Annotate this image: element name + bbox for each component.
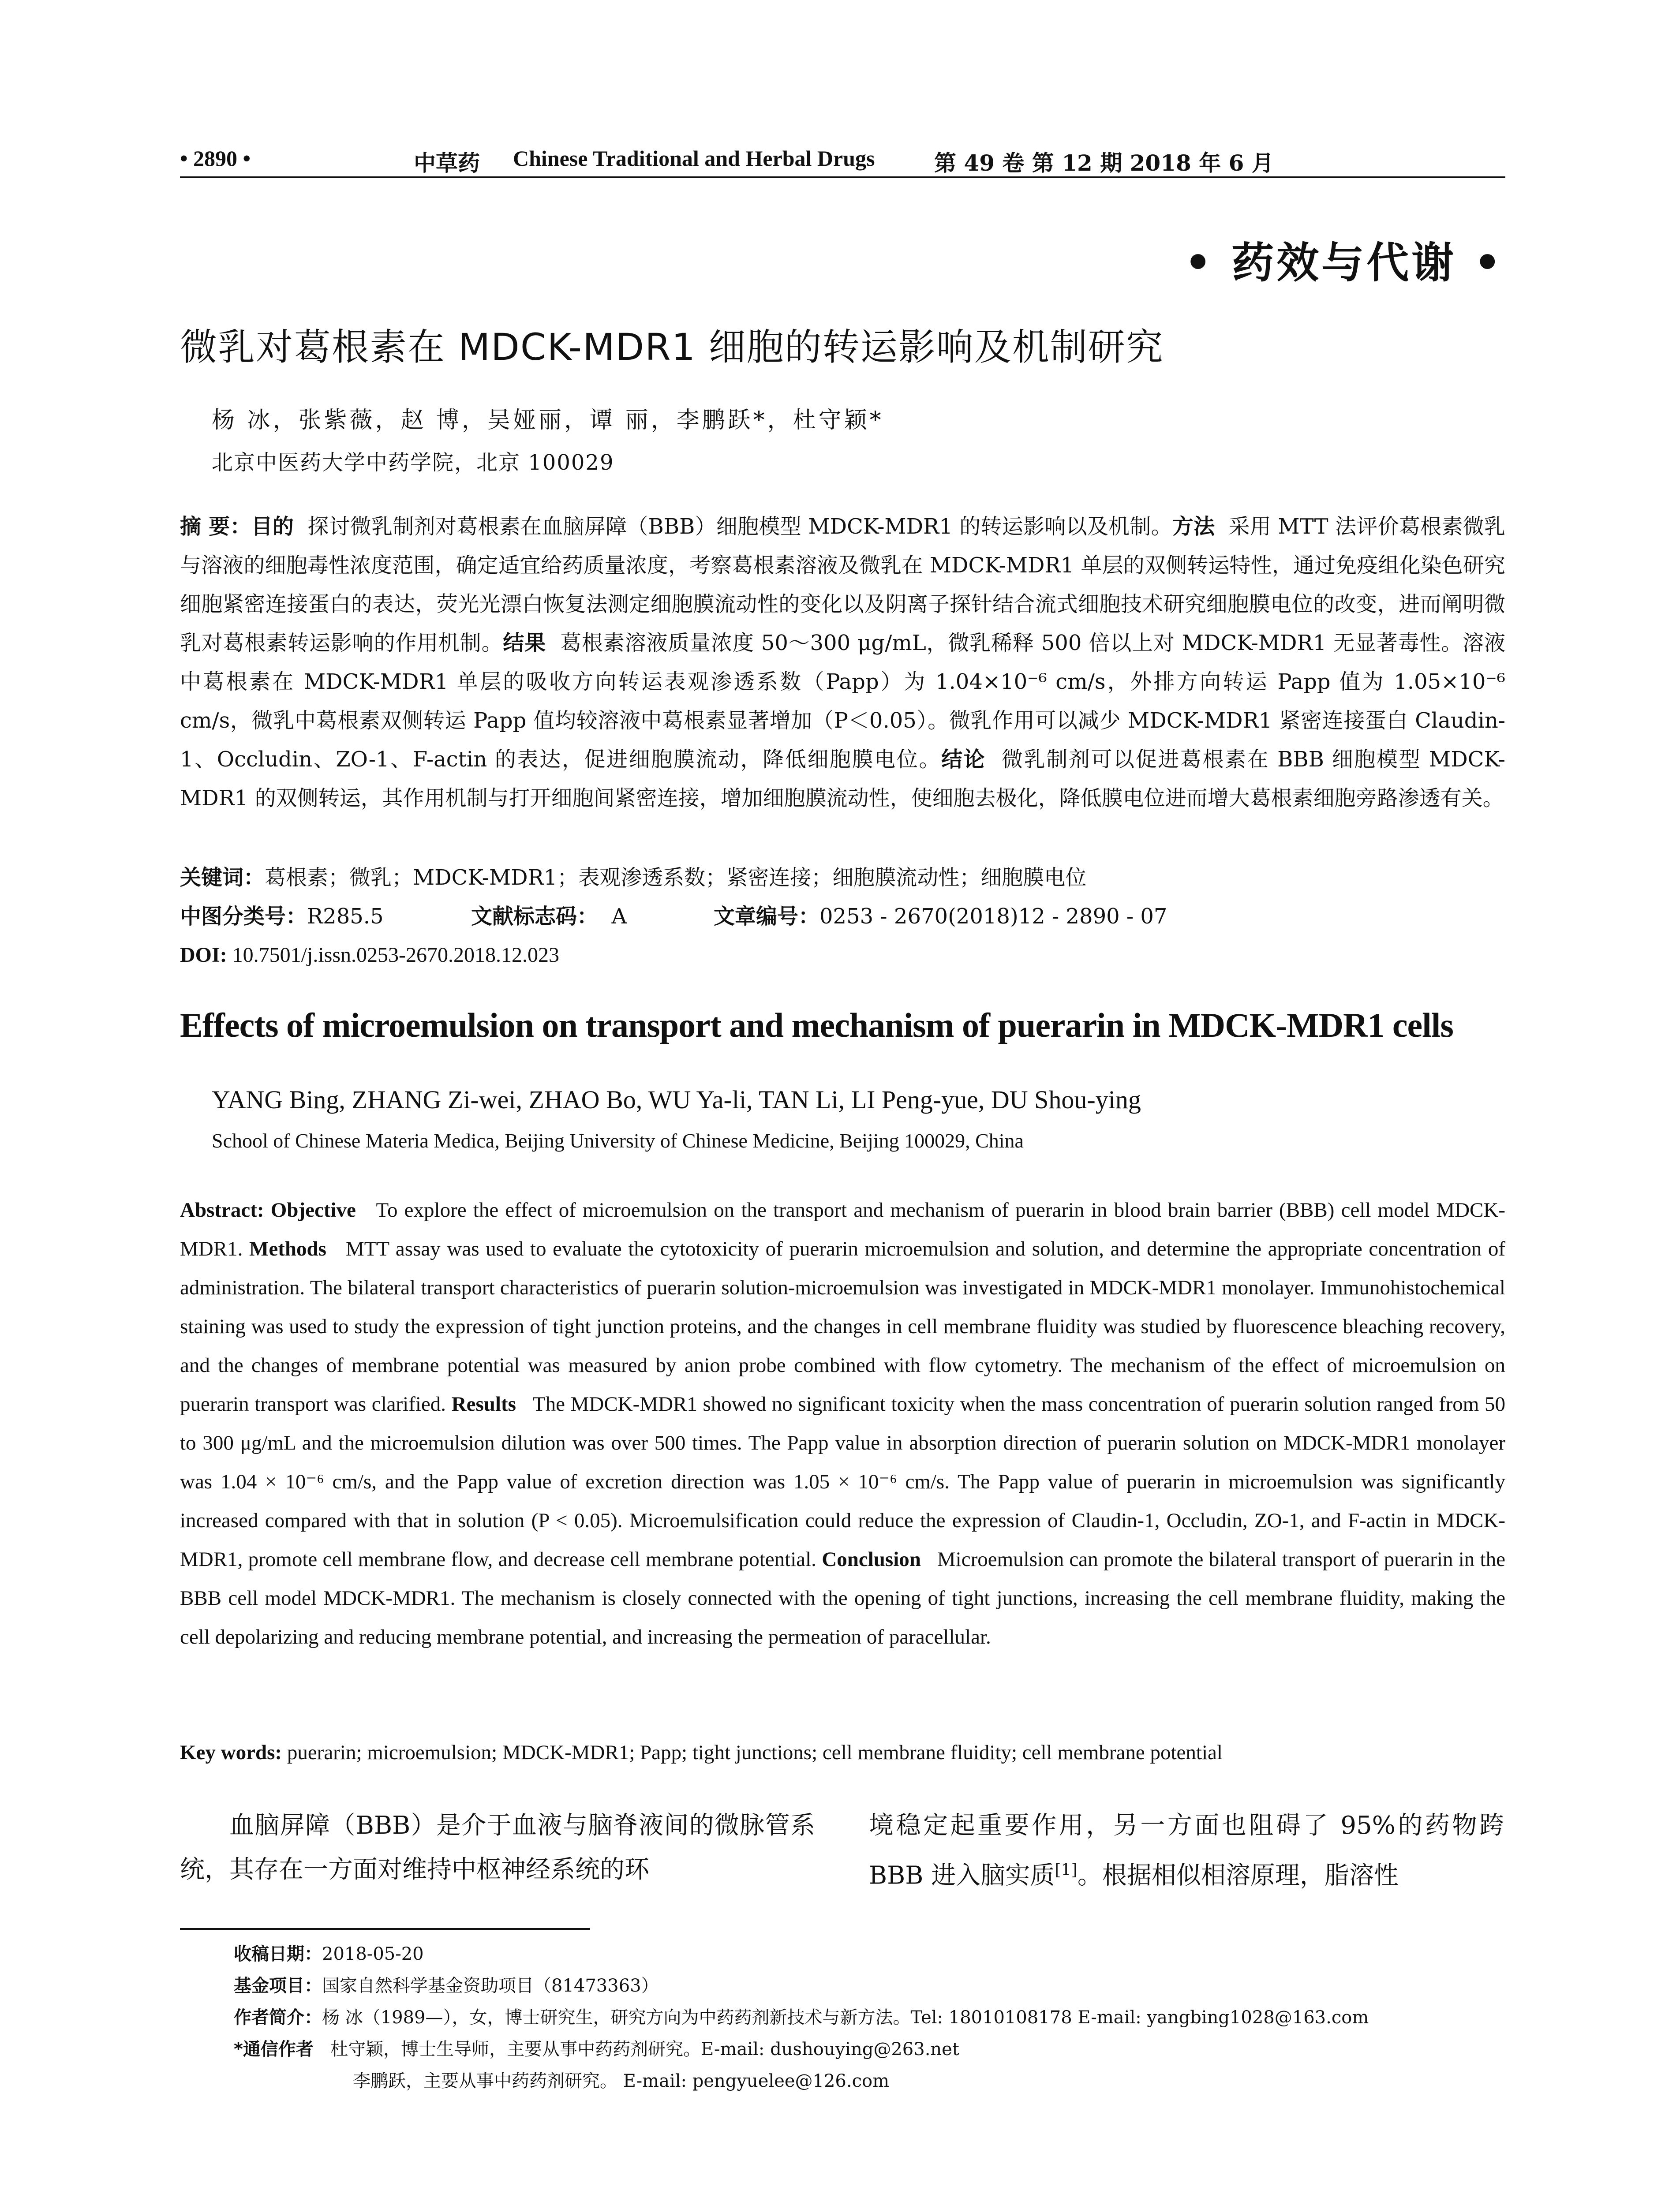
en-results-label: Results — [451, 1393, 516, 1416]
english-affiliation: School of Chinese Materia Medica, Beijing University of Chinese Medicine, Beijing 100029, China — [212, 1129, 1024, 1152]
body-text-right-cont: 。根据相似相溶原理，脂溶性 — [1077, 1861, 1399, 1890]
results-label: 结果 — [503, 631, 546, 655]
abstract-label: 摘 要： — [180, 514, 251, 539]
journal-name-en: Chinese Traditional and Herbal Drugs — [513, 146, 875, 171]
chinese-keywords — [180, 858, 1505, 897]
en-conclusion-text: Microemulsion can promote the bilateral transport of puerarin in the BBB cell model MDCK-MDR1. The mechanism is closely connected with the opening of tight junctions, increasing the cell membrane fluidity, making the cell depolarizing and reducing membrane potential, and increasing the permeation of paracellular. — [180, 1548, 1506, 1648]
chinese-authors: 杨 冰，张紫薇，赵 博，吴娅丽，谭 丽，李鹏跃*，杜守颖* — [212, 407, 884, 434]
objective-label: 目的 — [251, 514, 294, 539]
classification-line — [180, 897, 1505, 936]
results-text: 葛根素溶液质量浓度 50～300 μg/mL，微乳稀释 500 倍以上对 MDCK-MDR1 无显著毒性。溶液中葛根素在 MDCK-MDR1 单层的吸收方向转运表观渗透系数（Papp）为 1.04×10⁻⁶ cm/s，外排方向转运 Papp 值为 1.05×10⁻⁶ cm/s，微乳中葛根素双侧转运 Papp 值均较溶液中葛根素显著增加（P＜0.05）。微乳作用可以减少 MDCK-MDR1 紧密连接蛋白 Claudin-1、Occludin、ZO-1、F-actin 的表达，促进细胞膜流动，降低细胞膜电位。 — [180, 631, 1505, 772]
article-number: 文章编号：0253 - 2670(2018)12 - 2890 - 07 — [714, 904, 1167, 929]
header-rule — [180, 176, 1505, 178]
objective-text: 探讨微乳制剂对葛根素在血脑屏障（BBB）细胞模型 MDCK-MDR1 的转运影响以及机制。 — [307, 514, 1172, 539]
keywords-label: 关键词： — [180, 865, 265, 890]
body-column-left — [180, 1804, 815, 1892]
english-abstract — [180, 1191, 1505, 1656]
english-title: Effects of microemulsion on transport and mechanism of puerarin in MDCK-MDR1 cells — [180, 1006, 1453, 1044]
body-text-left: 血脑屏障（BBB）是介于血液与脑脊液间的微脉管系统，其存在一方面对维持中枢神经系统的环 — [180, 1811, 815, 1884]
issue-info: 第 49 卷 第 12 期 2018 年 6 月 — [934, 150, 1274, 176]
chinese-title: 微乳对葛根素在 MDCK-MDR1 细胞的转运影响及机制研究 — [180, 325, 1164, 369]
english-keywords — [180, 1733, 1505, 1772]
en-objective-text: To explore the effect of microemulsion on the transport and mechanism of puerarin in blood brain barrier (BBB) cell model MDCK-MDR1. — [180, 1199, 1505, 1260]
chinese-abstract — [180, 507, 1505, 818]
page-number: • 2890 • — [180, 146, 251, 171]
methods-text: 采用 MTT 法评价葛根素微乳与溶液的细胞毒性浓度范围，确定适宜给药质量浓度，考察葛根素溶液及微乳在 MDCK-MDR1 单层的双侧转运特性，通过免疫组化染色研究细胞紧密连接蛋白的表达，荧光光漂白恢复法测定细胞膜流动性的变化以及阴离子探针结合流式细胞技术研究细胞膜电位的改变，进而阐明微乳对葛根素转运影响的作用机制。 — [180, 514, 1505, 655]
en-methods-label: Methods — [249, 1237, 326, 1260]
journal-name-cn: 中草药 — [414, 150, 480, 176]
citation-ref: [1] — [1055, 1860, 1078, 1879]
body-text-right: 境稳定起重要作用，另一方面也阻碍了 95%的药物跨 BBB 进入脑实质 — [869, 1811, 1504, 1890]
running-header — [180, 140, 1505, 176]
footnote-corresponding: *通信作者 杜守颖，博士生导师，主要从事中药药剂研究。E-mail: dushouying@263.net — [234, 2039, 959, 2059]
body-column-right — [869, 1804, 1504, 1898]
doi-label: DOI: — [180, 943, 227, 967]
conclusion-text: 微乳制剂可以促进葛根素在 BBB 细胞模型 MDCK-MDR1 的双侧转运，其作用机制与打开细胞间紧密连接，增加细胞膜流动性，使细胞去极化，降低膜电位进而增大葛根素细胞旁路渗透有关。 — [180, 747, 1506, 811]
document-code: 文献标志码： A — [471, 904, 627, 929]
en-methods-text: MTT assay was used to evaluate the cytotoxicity of puerarin microemulsion and solution, and determine the appropriate concentration of administration. The bilateral transport characteristics of puerarin solution-microemulsion was investigated in MDCK-MDR1 monolayer. Immunohistochemical staining was used to study the expression of tight junction proteins, and the changes in cell membrane fluidity was studied by fluorescence bleaching recovery, and the changes of membrane potential was measured by anion probe combined with flow cytometry. The mechanism of the effect of microemulsion on puerarin transport was clarified. — [180, 1237, 1506, 1416]
footnote-rule — [180, 1928, 590, 1930]
en-abstract-label: Abstract: Objective — [180, 1199, 356, 1222]
clc-number: 中图分类号：R285.5 — [180, 904, 384, 929]
chinese-affiliation: 北京中医药大学中药学院，北京 100029 — [212, 450, 614, 475]
doi-line — [180, 936, 1505, 975]
footnote-corresponding-2: 李鹏跃，主要从事中药药剂研究。 E-mail: pengyuelee@126.com — [353, 2071, 890, 2091]
en-keywords-label: Key words: — [180, 1741, 282, 1764]
keywords-text: 葛根素；微乳；MDCK-MDR1；表观渗透系数；紧密连接；细胞膜流动性；细胞膜电位 — [265, 865, 1087, 890]
footnote-received: 收稿日期：2018-05-20 — [234, 1944, 424, 1964]
methods-label: 方法 — [1172, 514, 1215, 539]
section-label: • 药效与代谢 • — [1184, 238, 1504, 288]
doi-value: 10.7501/j.issn.0253-2670.2018.12.023 — [232, 943, 560, 967]
en-results-text: The MDCK-MDR1 showed no significant toxicity when the mass concentration of puerarin solution ranged from 50 to 300 μg/mL and the microemulsion dilution was over 500 times. The Papp value in absorption direction of puerarin solution on MDCK-MDR1 monolayer was 1.04 × 10⁻⁶ cm/s, and the Papp value of excretion direction was 1.05 × 10⁻⁶ cm/s. The Papp value of puerarin in microemulsion was significantly increased compared with that in solution (P < 0.05). Microemulsification could reduce the expression of Claudin-1, Occludin, ZO-1, and F-actin in MDCK-MDR1, promote cell membrane flow, and decrease cell membrane potential. — [180, 1393, 1505, 1571]
english-authors: YANG Bing, ZHANG Zi-wei, ZHAO Bo, WU Ya-li, TAN Li, LI Peng-yue, DU Shou-ying — [212, 1085, 1141, 1114]
en-conclusion-label: Conclusion — [822, 1548, 921, 1571]
footnote-author: 作者简介：杨 冰（1989—），女，博士研究生，研究方向为中药药剂新技术与新方法。Tel: 18010108178 E-mail: yangbing1028@163.com — [234, 2007, 1369, 2028]
conclusion-label: 结论 — [941, 747, 986, 772]
footnotes — [234, 1938, 1513, 2097]
en-keywords-text: puerarin; microemulsion; MDCK-MDR1; Papp; tight junctions; cell membrane fluidity; cell membrane potential — [287, 1741, 1223, 1764]
footnote-fund: 基金项目：国家自然科学基金资助项目（81473363） — [234, 1976, 659, 1996]
